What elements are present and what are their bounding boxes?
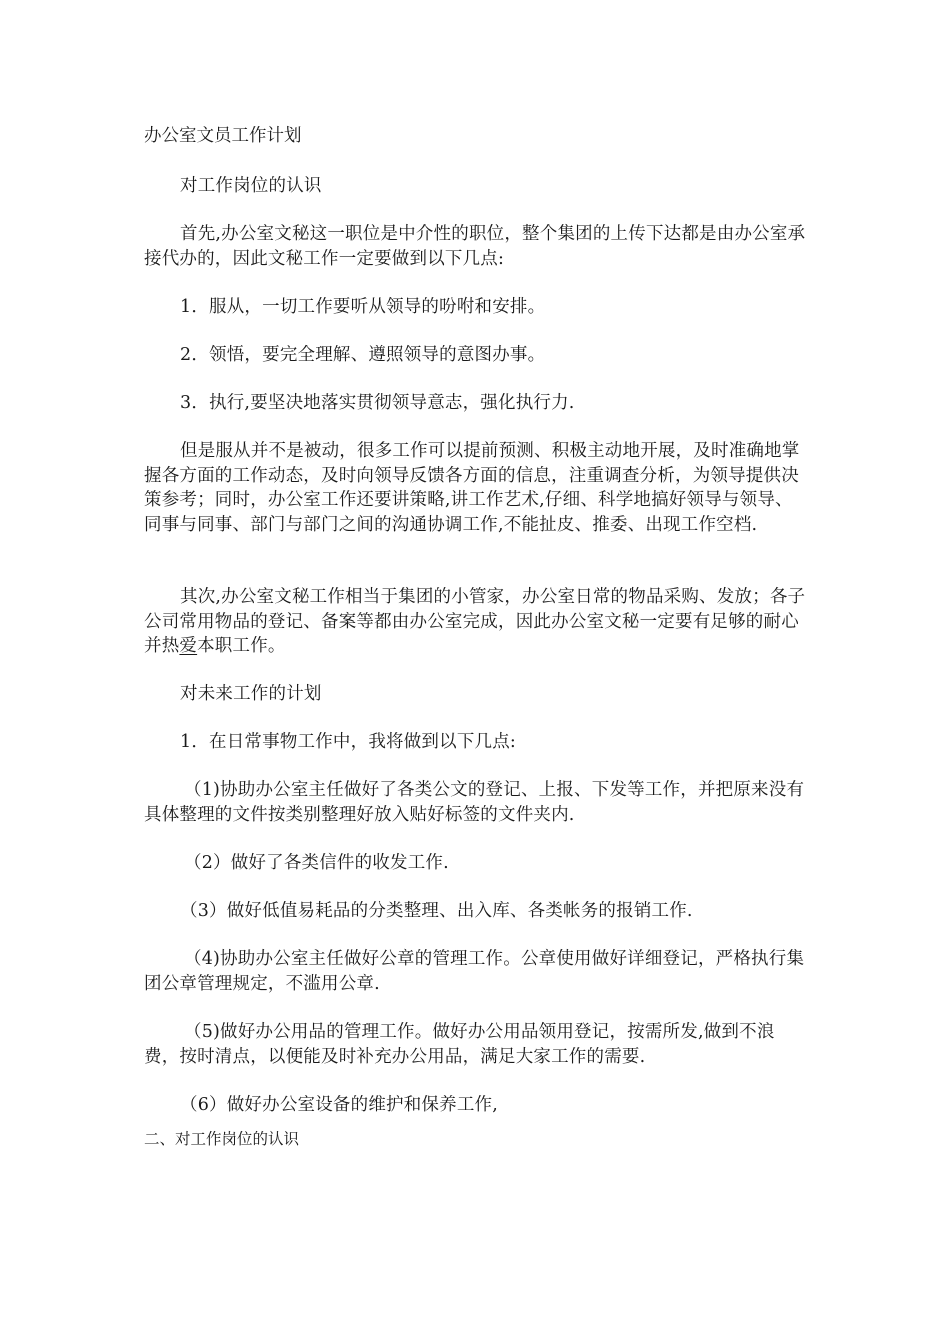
list-item-2: （2）做好了各类信件的收发工作. <box>184 853 449 873</box>
point-execute: 3．执行,要坚决地落实贯彻领导意志，强化执行力. <box>180 393 575 413</box>
list-item-6: （6）做好办公室设备的维护和保养工作, <box>180 1095 498 1115</box>
paragraph-but: 但是服从并不是被动，很多工作可以提前预测、积极主动地开展，及时准确地掌握各方面的工作动态，及时向领导反馈各方面的信息，注重调查分析，为领导提供决策参考；同时，办公室工作还要讲策略,讲工作艺术,仔细、科学地搞好领导与领导、同事与同事、部门与部门之间的沟通协调工作,不能扯皮、推委、出现工作空档. <box>144 441 800 535</box>
list-item-5: （5)做好办公用品的管理工作。做好办公用品领用登记，按需所发,做到不浪费，按时清点，以便能及时补充办公用品，满足大家工作的需要. <box>144 1022 775 1067</box>
point-obey: 1．服从，一切工作要听从领导的吩咐和安排。 <box>180 297 546 317</box>
paragraph-first: 首先,办公室文秘这一职位是中介性的职位，整个集团的上传下达都是由办公室承接代办的，因此文秘工作一定要做到以下几点: <box>144 224 806 269</box>
underlined-word: 爱 <box>179 636 198 656</box>
section-two-heading: 二、对工作岗位的认识 <box>144 1130 300 1148</box>
paragraph-second-text-a: 其次,办公室文秘工作相当于集团的小管家，办公室日常的物品采购、发放；各子公司常用物品的登记、备案等都由办公室完成，因此办公室文秘一定要有足够的耐心并热 <box>144 587 806 656</box>
heading-job-understanding: 对工作岗位的认识 <box>180 176 322 196</box>
list-item-4: （4)协助办公室主任做好公章的管理工作。公章使用做好详细登记，严格执行集团公章管理规定，不滥用公章. <box>144 949 805 994</box>
document-title: 办公室文员工作计划 <box>144 126 302 146</box>
list-item-1: （1)协助办公室主任做好了各类公文的登记、上报、下发等工作，并把原来没有具体整理的文件按类别整理好放入贴好标签的文件夹内. <box>144 780 805 825</box>
paragraph-second-text-b: 本职工作。 <box>197 636 286 656</box>
plan-item-daily: 1．在日常事物工作中，我将做到以下几点: <box>180 732 517 752</box>
paragraph-second <box>144 585 809 659</box>
list-item-3: （3）做好低值易耗品的分类整理、出入库、各类帐务的报销工作. <box>180 901 693 921</box>
heading-future-plan: 对未来工作的计划 <box>180 684 322 704</box>
point-comprehend: 2．领悟，要完全理解、遵照领导的意图办事。 <box>180 345 546 365</box>
